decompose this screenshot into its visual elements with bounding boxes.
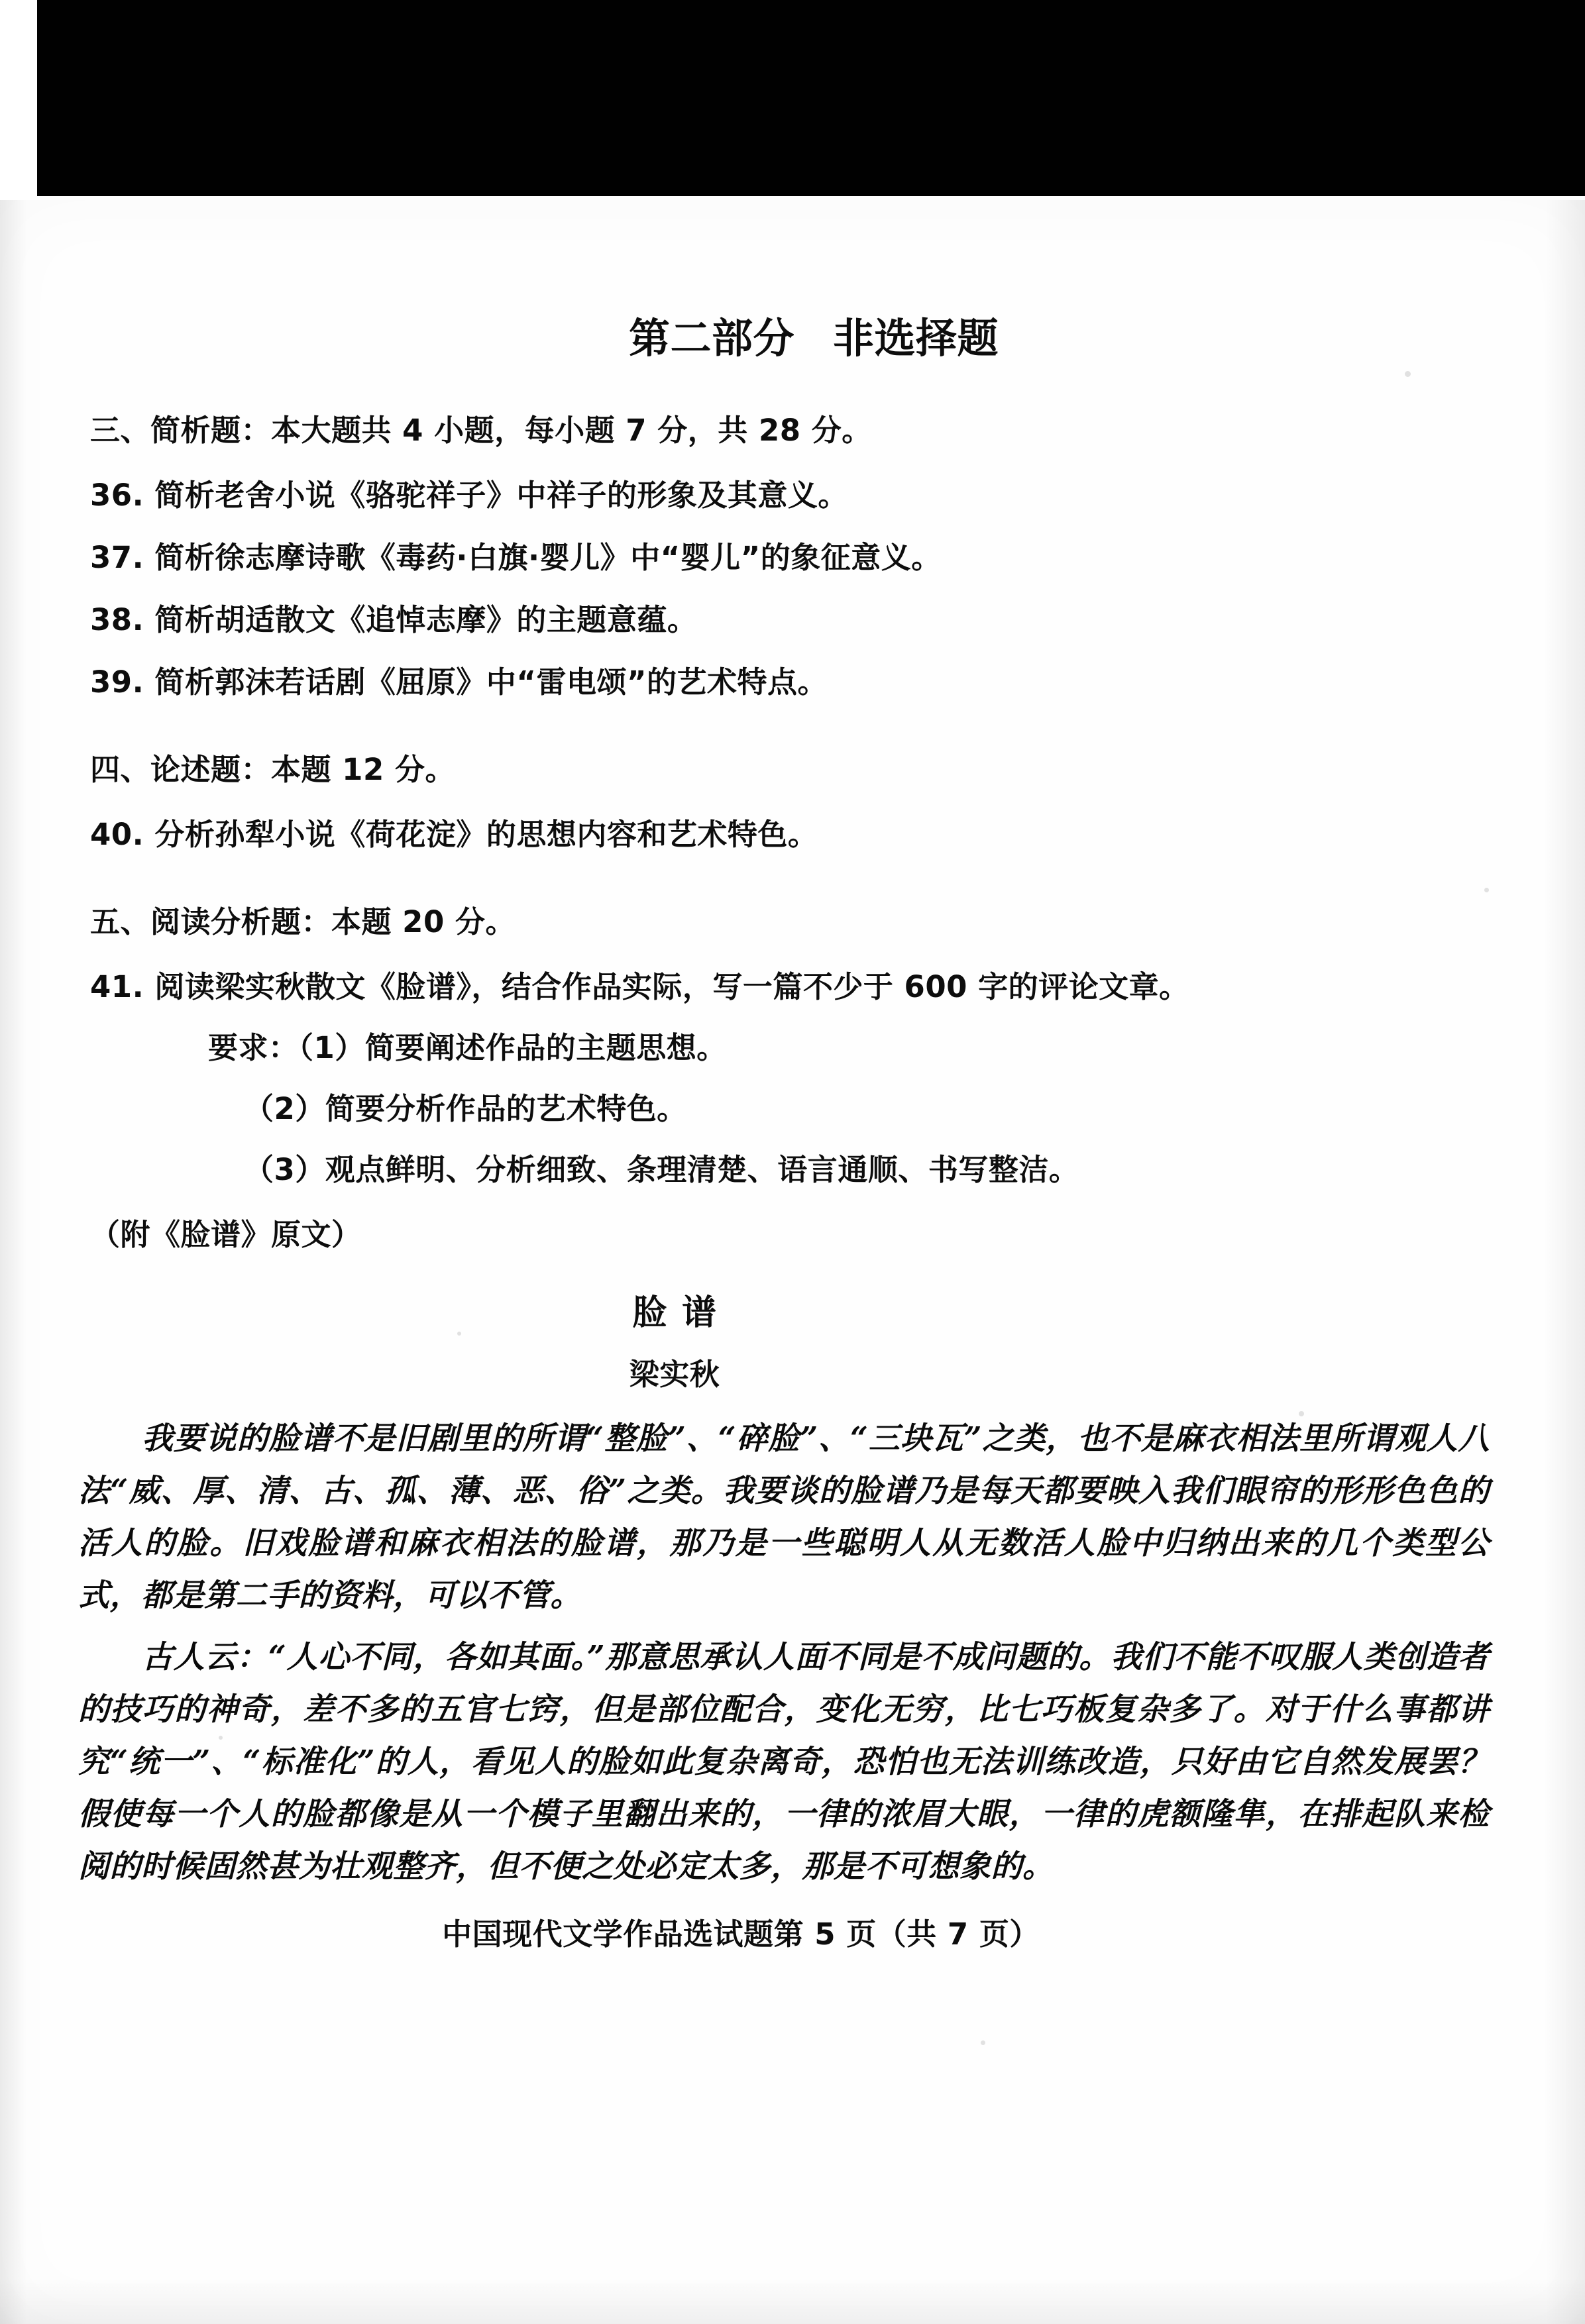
- question-text: 简析郭沫若话剧《屈原》中“雷电颂”的艺术特点。: [154, 664, 828, 700]
- question-37: [78, 540, 1509, 576]
- question-number: 38.: [90, 602, 144, 638]
- question-41: [78, 969, 1509, 1005]
- part-title-text-2: 非选择题: [833, 314, 999, 362]
- scan-speck: [457, 1332, 461, 1336]
- question-text: 简析老舍小说《骆驼祥子》中祥子的形象及其意义。: [154, 478, 848, 513]
- scan-speck: [1484, 888, 1489, 892]
- scan-edge-shadow-right: [1545, 200, 1585, 2324]
- requirement-3: （3）观点鲜明、分析细致、条理清楚、语言通顺、书写整洁。: [244, 1152, 1079, 1188]
- requirement-1: 要求：（1）简要阐述作品的主题思想。: [208, 1030, 727, 1066]
- paper-sheet: [0, 200, 1585, 2324]
- question-text: 分析孙犁小说《荷花淀》的思想内容和艺术特色。: [154, 817, 818, 853]
- scan-speck: [1405, 371, 1411, 377]
- scan-edge-shadow-bottom: [0, 2278, 1585, 2324]
- question-38: [78, 602, 1509, 638]
- question-text: 简析胡适散文《追悼志摩》的主题意蕴。: [154, 602, 698, 638]
- scan-speck: [1299, 1411, 1304, 1416]
- question-number: 37.: [90, 540, 144, 576]
- question-36: [78, 478, 1509, 513]
- requirement-2: （2）简要分析作品的艺术特色。: [244, 1091, 687, 1127]
- essay-title-char-1: 脸: [632, 1293, 667, 1334]
- section-heading-5: 五、阅读分析题：本题 20 分。: [90, 904, 516, 940]
- essay-author: 梁实秋: [629, 1356, 720, 1392]
- scanner-band-left-edge: [0, 0, 37, 200]
- page-content: [78, 200, 1509, 1952]
- question-40: [78, 817, 1509, 853]
- question-number: 40.: [90, 817, 144, 853]
- essay-paragraph-1: 我要说的脸谱不是旧剧里的所谓“整脸”、“碎脸”、“三块瓦”之类，也不是麻衣相法里所谓观人八法“威、厚、清、古、孤、薄、恶、俗”之类。我要谈的脸谱乃是每天都要映入我们眼帘的形形色色的活人的脸。旧戏脸谱和麻衣相法的脸谱，那乃是一些聪明人从无数活人脸中归纳出来的几个类型公式，都是第二手的资料，可以不管。: [78, 1420, 1490, 1614]
- essay-paragraph-2: 古人云：“人心不同，各如其面。”那意思承认人面不同是不成问题的。我们不能不叹服人类创造者的技巧的神奇，差不多的五官七窍，但是部位配合，变化无穷，比七巧板复杂多了。对于什么事都讲究“统一”、“标准化”的人，看见人的脸如此复杂离奇，恐怕也无法训练改造，只好由它自然发展罢？假使每一个人的脸都像是从一个模子里翻出来的，一律的浓眉大眼，一律的虎额隆隼，在排起队来检阅的时候固然甚为壮观整齐，但不便之处必定太多，那是不可想象的。: [78, 1638, 1490, 1885]
- page-footer: 中国现代文学作品选试题第 5 页（共 7 页）: [442, 1916, 1040, 1952]
- section-heading-4: 四、论述题：本题 12 分。: [90, 752, 455, 788]
- question-number: 36.: [90, 478, 144, 513]
- scanner-black-band: [0, 0, 1585, 200]
- section-heading-3: 三、简析题：本大题共 4 小题，每小题 7 分，共 28 分。: [90, 413, 872, 449]
- scan-speck: [981, 2040, 985, 2045]
- part-title-text: 第二部分: [628, 314, 794, 362]
- essay-title: [78, 1293, 1509, 1334]
- scan-edge-shadow-left: [0, 200, 27, 2324]
- question-text: 阅读梁实秋散文《脸谱》，结合作品实际，写一篇不少于 600 字的评论文章。: [154, 969, 1189, 1005]
- page-title: [78, 316, 1509, 361]
- attachment-note: （附《脸谱》原文）: [90, 1217, 362, 1253]
- question-text: 简析徐志摩诗歌《毒药·白旗·婴儿》中“婴儿”的象征意义。: [154, 540, 942, 576]
- essay-title-char-2: 谱: [682, 1293, 717, 1334]
- question-number: 39.: [90, 664, 144, 700]
- question-39: [78, 664, 1509, 700]
- scan-speck: [219, 1736, 223, 1740]
- question-number: 41.: [90, 969, 144, 1005]
